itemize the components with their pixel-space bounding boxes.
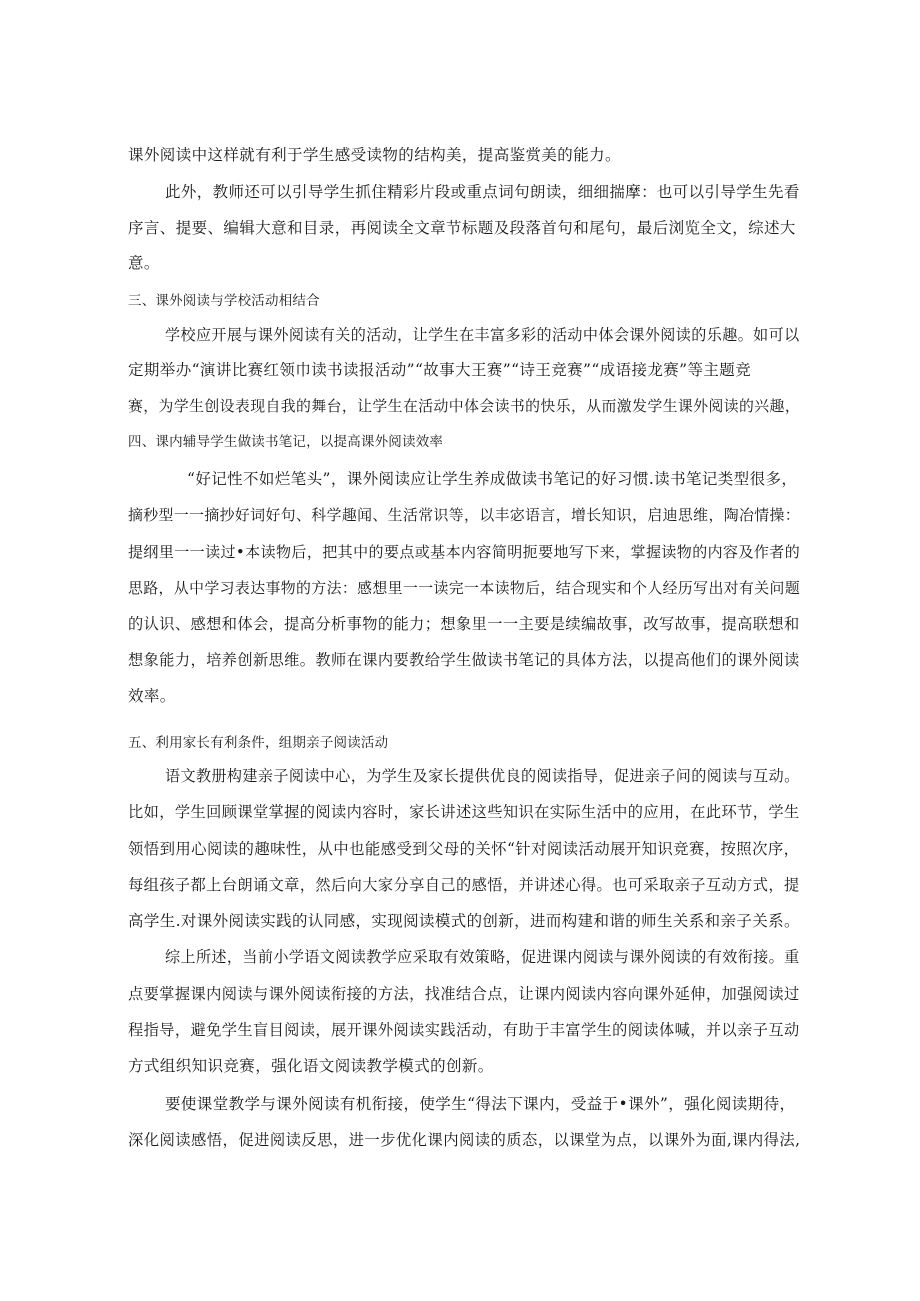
paragraph-line: “好记性不如烂笔头”，课外阅读应让学生养成做读书笔记的好习惯.读书笔记类型很多， <box>187 470 798 488</box>
section-heading: 五、利用家长有利条件，组期亲子阅读活动 <box>128 735 389 751</box>
paragraph-line: 程指导，避免学生盲目阅读，展开课外阅读实践活动，有助于丰富学生的阅读体喊，并以亲子互动 <box>128 1021 800 1039</box>
paragraph-line: 此外，教师还可以引导学生抓住精彩片段或重点词句朗读，细细揣摩：也可以引导学生先看 <box>165 183 800 201</box>
paragraph-line: 点要掌握课内阅读与课外阅读衔接的方法，找准结合点，让课内阅读内容向课外延伸，加强阅读过 <box>128 985 800 1003</box>
paragraph-line: 学校应开展与课外阅读有关的活动，让学生在丰富多彩的活动中体会课外阅读的乐趣。如可以 <box>165 326 800 344</box>
paragraph-line: 定期举办“演讲比赛红领巾读书读报活动”“故事大王赛”“诗王竞赛”“成语接龙赛”等主题竞 <box>128 361 752 379</box>
paragraph-line: 序言、提要、编辑大意和目录，再阅读全文章节标题及段落首句和尾句，最后浏览全文，综述大 <box>128 219 796 237</box>
paragraph-line: 比如，学生回顾课堂掌握的阅读内容时，家长讲述这些知识在实际生活中的应用，在此环节，学生 <box>128 803 800 821</box>
paragraph-line: 课外阅读中这样就有利于学生感受读物的结构美，提高鉴赏美的能力。 <box>128 146 621 164</box>
paragraph-line: 领悟到用心阅读的趣味性，从中也能感受到父母的关怀“针对阅读活动展开知识竞赛，按照次序， <box>128 840 800 858</box>
paragraph-line: 要使课堂教学与课外阅读有机衔接，使学生“得法下课内，受益于•课外”，强化阅读期待， <box>165 1095 796 1113</box>
section-heading: 三、课外阅读与学校活动相结合 <box>128 293 320 309</box>
paragraph-line: 深化阅读感悟，促进阅读反思，进一步优化课内阅读的质态，以课堂为点，以课外为面,课内得法, <box>128 1131 801 1149</box>
paragraph-line: 效率。 <box>128 687 176 705</box>
paragraph-line: 思路，从中学习表达事物的方法：感想里一一读完一本读物后，结合现实和个人经历写出对有关问题 <box>128 579 801 597</box>
paragraph-line: 想象能力，培养创新思维。教师在课内要教给学生做读书笔记的具体方法，以提高他们的课外阅读 <box>128 651 800 669</box>
paragraph-line: 综上所述，当前小学语文阅读教学应采取有效策略，促进课内阅读与课外阅读的有效衔接。重 <box>165 948 800 966</box>
paragraph-line: 语文教册构建亲子阅读中心，为学生及家长提供优良的阅读指导，促进亲子问的阅读与互动。 <box>165 767 800 785</box>
paragraph-line: 提纲里一一读过•本读物后，把其中的要点或基本内容简明扼要地写下来，掌握读物的内容及作者的 <box>128 543 801 561</box>
paragraph-line: 方式组织知识竞赛，强化语文阅读教学模式的创新。 <box>128 1057 494 1075</box>
section-heading: 四、课内辅导学生做读书笔记，以提高课外阅读效率 <box>128 434 444 450</box>
paragraph-line: 每组孩子都上台朗诵文章，然后向大家分享自己的感悟，并讲述心得。也可采取亲子互动方式，提 <box>128 876 800 894</box>
paragraph-line: 赛，为学生创设表现自我的舞台，让学生在活动中体会读书的快乐，从而激发学生课外阅读的兴趣， <box>128 397 801 415</box>
paragraph-line: 的认识、感想和体会，提高分析事物的能力；想象里一一主要是续编故事，改写故事，提高联想和 <box>128 615 800 633</box>
paragraph-line: 摘秒型一一摘抄好词好句、科学趣闻、生活常识等，以丰宓语言，增长知识，启迪思维，陶冶情操： <box>128 506 801 524</box>
paragraph-line: 意。 <box>128 254 160 272</box>
paragraph-line: 高学生.对课外阅读实践的认同感，实现阅读模式的创新，进而构建和谐的师生关系和亲子关系。 <box>128 912 800 930</box>
